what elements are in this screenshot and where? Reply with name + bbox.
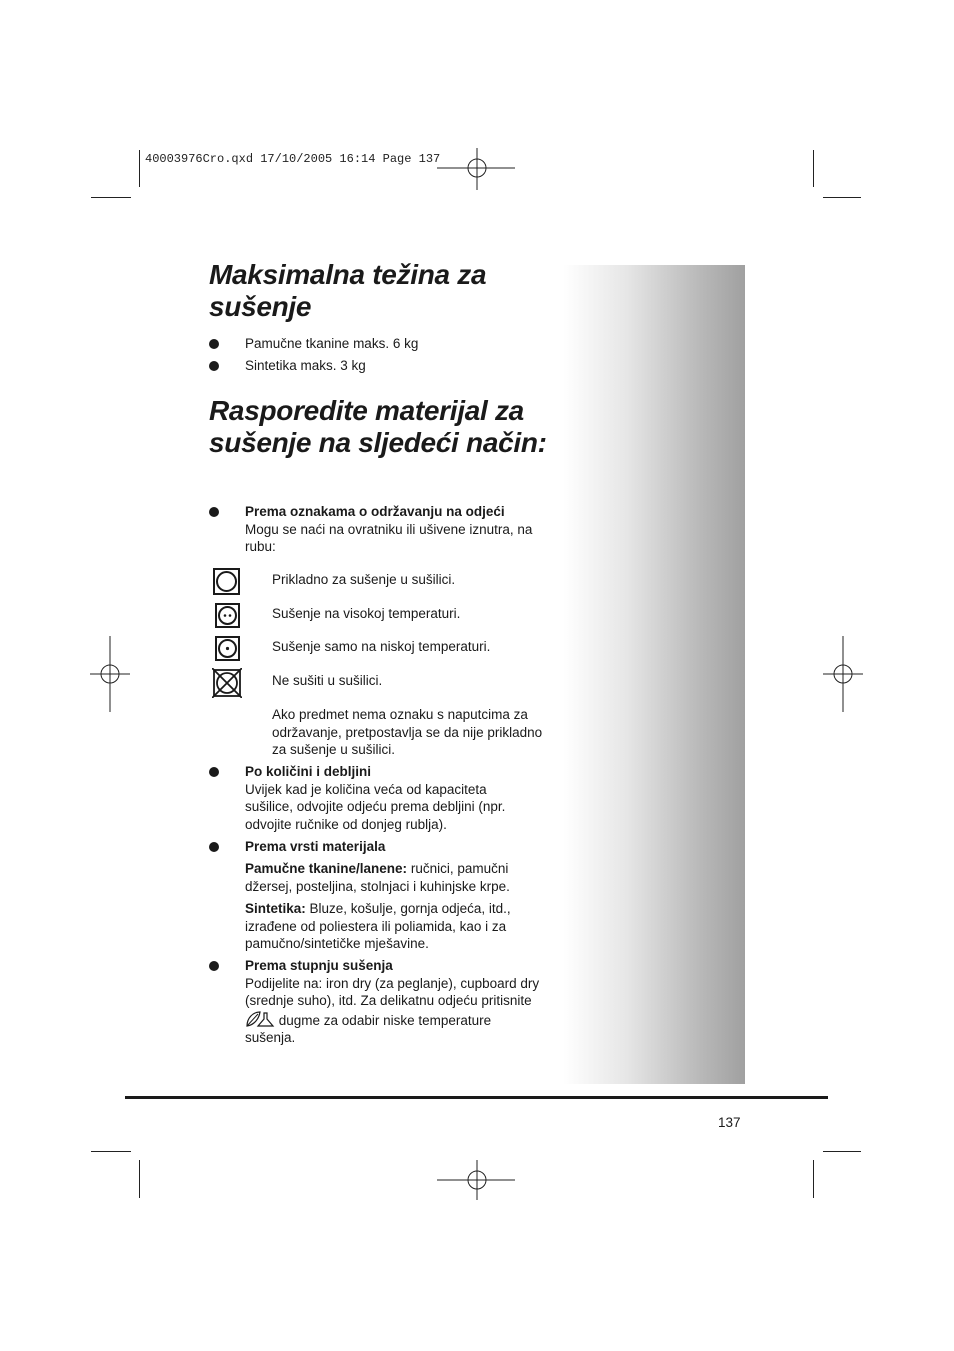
bullet-icon (209, 507, 219, 517)
tumble-dry-low-icon (215, 636, 240, 661)
care-symbol-text: Sušenje na visokoj temperaturi. (272, 606, 461, 621)
registration-mark-right-icon (823, 636, 863, 714)
bullet-icon (209, 842, 219, 852)
side-gradient-bar (563, 265, 745, 1084)
delicate-low-temp-icon (245, 1010, 275, 1028)
material-heading: Prema vrsti materijala (245, 839, 386, 854)
care-symbol-text: Sušenje samo na niskoj temperaturi. (272, 639, 491, 654)
quantity-heading: Po količini i debljini (245, 764, 372, 779)
dryness-text-after: dugme za odabir niske temperature sušenja. (245, 1012, 492, 1045)
do-not-tumble-dry-icon (212, 668, 242, 698)
care-labels-text: Mogu se naći na ovratniku ili ušivene iznutra, na rubu: (245, 521, 533, 554)
dryness-heading: Prema stupnju sušenja (245, 958, 393, 973)
material-cotton (245, 860, 535, 895)
cotton-label: Pamučne tkanine/lanene: (245, 861, 408, 876)
bullet-icon (209, 361, 219, 371)
tumble-dry-high-icon (215, 603, 240, 628)
section1-title: Maksimalna težina za sušenje (209, 259, 487, 322)
registration-mark-left-icon (90, 636, 130, 714)
synthetic-text: Bluze, košulje, gornja odjeća, itd., izrađene od poliestera ili poliamida, kao i za pamučno/sintetičke mješavine. (245, 901, 511, 951)
bullet-icon (209, 339, 219, 349)
bullet-icon (209, 767, 219, 777)
list-item: Sintetika maks. 3 kg (245, 358, 366, 373)
tumble-dry-icon (213, 568, 240, 595)
care-labels-note: Ako predmet nema oznaku s naputcima za održavanje, pretpostavlja se da nije prikladno za sušenje u sušilici. (272, 707, 543, 757)
quantity-block (245, 763, 535, 833)
dryness-text-before: Podijelite na: iron dry (za peglanje), cupboard dry (srednje suho), itd. Za delikatnu odjeću pritisnite (245, 975, 540, 1008)
care-labels-block (245, 503, 545, 556)
care-symbol-text: Ne sušiti u sušilici. (272, 673, 383, 688)
care-symbol-text: Prikladno za sušenje u sušilici. (272, 572, 456, 587)
section2-title: Rasporedite materijal za sušenje na sljedeći način: (209, 395, 547, 458)
footer-rule (125, 1096, 828, 1099)
dryness-block (245, 957, 545, 1047)
page-number: 137 (718, 1115, 741, 1130)
material-synthetic (245, 900, 540, 953)
synthetic-label: Sintetika: (245, 901, 306, 916)
cotton-text: ručnici, pamučni džersej, posteljina, stolnjaci i kuhinjske krpe. (245, 861, 510, 894)
registration-mark-top-icon (437, 148, 517, 190)
print-slug: 40003976Cro.qxd 17/10/2005 16:14 Page 137 (145, 152, 441, 166)
bullet-icon (209, 961, 219, 971)
care-labels-heading: Prema oznakama o održavanju na odjeći (245, 504, 505, 519)
quantity-text: Uvijek kad je količina veća od kapaciteta sušilice, odvojite odjeću prema debljini (npr. odvojite ručnike od donjeg rublja). (245, 781, 506, 832)
registration-mark-bottom-icon (437, 1160, 517, 1202)
list-item: Pamučne tkanine maks. 6 kg (245, 336, 419, 351)
